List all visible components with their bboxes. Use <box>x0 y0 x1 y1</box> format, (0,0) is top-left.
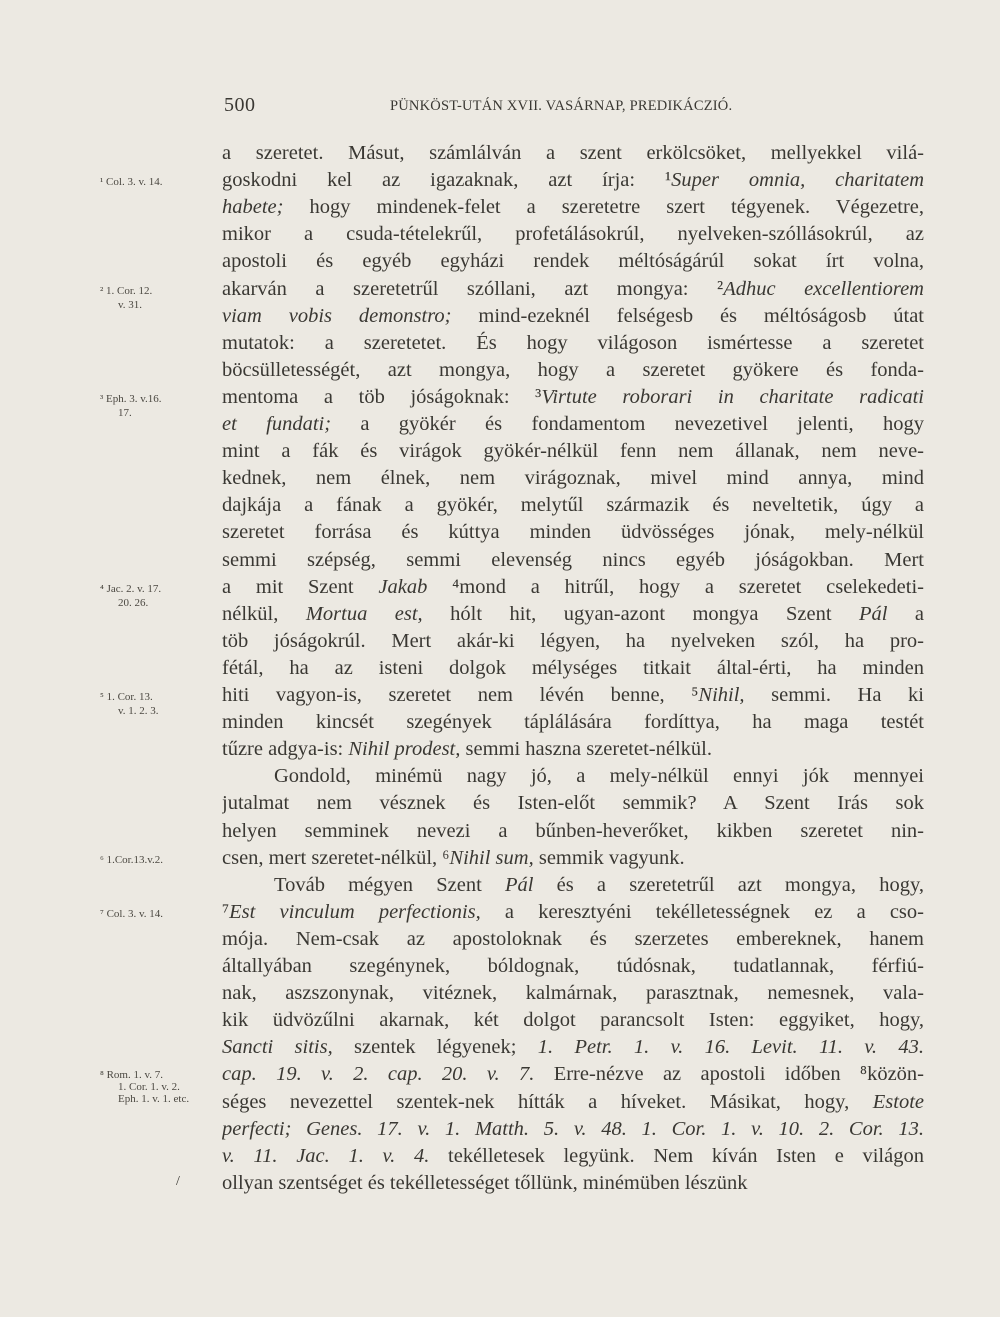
margin-note-line: ⁶ 1.Cor.13.v.2. <box>100 853 164 866</box>
margin-note <box>100 907 220 921</box>
text-run: és a szeretetrűl azt mongya, hogy, <box>533 873 924 896</box>
italic-run: Estote <box>872 1090 924 1113</box>
text-line <box>222 194 924 221</box>
italic-run: cap. 19. v. 2. cap. 20. v. 7. <box>222 1063 535 1086</box>
text-run: a <box>887 602 924 625</box>
text-run: töb jóságokrúl. Mert akár-ki légyen, ha nyelveken szól, ha pro- <box>222 629 924 652</box>
text-line <box>222 655 924 682</box>
text-run: ⁴mond a hitrűl, hogy a szeretet cselekedeti- <box>427 575 924 598</box>
text-line <box>222 899 924 926</box>
italic-run: Jakab <box>378 575 428 598</box>
italic-run: Pál <box>858 602 888 625</box>
text-run: tekélletesek legyünk. Nem kíván Isten e világon <box>429 1144 924 1167</box>
margin-note <box>100 392 220 420</box>
text-run: szentek légyenek; <box>332 1036 538 1059</box>
margin-note-line: ⁴ Jac. 2. v. 17. <box>100 582 162 595</box>
text-run: dajkája a fának a gyökér, melytűl származik és neveltetik, úgy a <box>222 494 924 517</box>
text-line <box>222 601 924 628</box>
text-run: hólt hit, ugyan-azont mongya Szent <box>422 602 859 625</box>
text-run: mentoma a töb jóságoknak: ³ <box>222 385 542 408</box>
text-line <box>222 709 924 736</box>
text-line <box>222 1089 924 1116</box>
text-run: minden kincsét szegények táplálására fordíttya, ha maga testét <box>222 711 924 734</box>
text-run: apostoli és egyéb egyházi rendek méltóságárúl sokat írt volna, <box>222 250 924 273</box>
text-line <box>222 330 924 357</box>
text-line <box>222 357 924 384</box>
text-line <box>222 1034 924 1061</box>
text-line <box>222 1116 924 1143</box>
text-line <box>222 384 924 411</box>
margin-note-line: 1. Cor. 1. v. 2. <box>118 1081 180 1094</box>
margin-note-line: ⁵ 1. Cor. 13. <box>100 691 153 703</box>
text-run: általlyában szegénynek, bóldognak, túdósnak, tudatlannak, férfiú- <box>222 955 924 977</box>
margin-note <box>100 690 220 718</box>
margin-note-line: v. 31. <box>118 298 143 311</box>
text-run: helyen semminek nevezi a bűnben-heverőket, kikben szeretet nin- <box>222 819 924 842</box>
italic-run: Mortua est, <box>305 602 423 625</box>
text-line <box>222 411 924 438</box>
text-line <box>222 1007 924 1034</box>
text-run: ⁷ <box>222 900 230 923</box>
italic-run: perfecti; Genes. 17. v. 1. Matth. 5. v. 48. 1. Cor. 1. v. 10. 2. Cor. 13. <box>222 1117 924 1140</box>
text-run: a szeretet. Másut, számlálván a szent erkölcsöket, mellyekkel vilá- <box>222 142 924 164</box>
text-line <box>222 628 924 655</box>
text-line <box>222 303 924 330</box>
text-run: tűzre adgya-is: <box>222 738 349 761</box>
margin-note <box>100 1069 220 1105</box>
text-run: hogy mindenek-felet a szeretetre szert tégyenek. Végezetre, <box>283 196 924 219</box>
italic-run: Pál <box>504 873 534 896</box>
margin-note-line: ⁷ Col. 3. v. 14. <box>100 907 164 920</box>
text-run: kik üdvözűlni akarnak, két dolgot parancsolt Isten: eggyiket, hogy, <box>222 1009 924 1032</box>
text-run: hiti vagyon-is, szeretet nem lévén benne, ⁵ <box>222 684 699 706</box>
text-run: a gyökér és fondamentom nevezetivel jelenti, hogy <box>331 413 924 435</box>
text-run: csen, mert szeretet-nélkül, ⁶ <box>222 846 450 869</box>
text-line <box>222 818 924 845</box>
text-line <box>222 438 924 465</box>
text-run: fétál, ha az isteni dolgok mélységes titkait által-érti, ha minden <box>222 656 924 679</box>
text-line <box>222 276 924 303</box>
text-run: mind-ezeknél felségesb és méltóságosb útat <box>451 304 924 327</box>
text-line <box>222 221 924 248</box>
margin-note <box>100 284 220 312</box>
text-line <box>222 872 924 899</box>
text-line <box>222 845 924 872</box>
text-line <box>222 1170 924 1197</box>
text-line <box>222 980 924 1007</box>
text-run: nak, aszszonynak, vitéznek, kalmárnak, parasztnak, nemesnek, vala- <box>222 982 924 1005</box>
margin-note <box>100 175 220 189</box>
text-line <box>222 519 924 546</box>
text-line <box>222 140 924 167</box>
italic-run: Super omnia, charitatem <box>671 169 924 192</box>
italic-run: Virtute roborari in charitate radicati <box>541 385 924 408</box>
stray-mark: / <box>176 1174 180 1189</box>
text-run: mint a fák és virágok gyökér-nélkül fenn nem állanak, nem neve- <box>222 440 924 463</box>
margin-note-line: 17. <box>118 406 132 419</box>
running-head: PÜNKÖST-UTÁN XVII. VASÁRNAP, PREDIKÁCZIÓ. <box>390 98 733 114</box>
text-run: szeretet forrása és kúttya minden üdvösséges jónak, mely-nélkül <box>222 521 924 544</box>
italic-run: Nihil sum, <box>449 846 534 869</box>
text-run: semmi. Ha ki <box>744 684 924 706</box>
italic-run: v. 11. Jac. 1. v. 4. <box>222 1144 430 1167</box>
text-run: goskodni kel az igazaknak, azt írja: ¹ <box>222 169 672 192</box>
text-line <box>222 790 924 817</box>
text-line <box>222 465 924 492</box>
text-run: semmik vagyunk. <box>533 846 685 869</box>
margin-note <box>100 853 220 867</box>
text-line <box>222 574 924 601</box>
margin-note-line: ¹ Col. 3. v. 14. <box>100 176 163 189</box>
text-run: mikor a csuda-tételekrűl, profetálásokrúl, nyelveken-szóllásokrúl, az <box>222 223 924 246</box>
margin-note-line: ³ Eph. 3. v.16. <box>100 392 162 405</box>
italic-run: 1. Petr. 1. v. 16. Levit. 11. v. 43. <box>537 1036 924 1059</box>
margin-note <box>100 582 220 610</box>
text-run: semmi haszna szeretet-nélkül. <box>460 738 712 761</box>
text-line <box>222 1061 924 1088</box>
text-line <box>222 682 924 709</box>
italic-run: Sancti sitis, <box>222 1036 333 1059</box>
text-line <box>222 492 924 519</box>
text-line <box>222 547 924 574</box>
margin-note-line: ⁸ Rom. 1. v. 7. <box>100 1069 164 1082</box>
text-run: kednek, nem élnek, nem virágoznak, mivel mind annya, mind <box>222 467 924 490</box>
text-line <box>222 926 924 953</box>
text-run: akarván a szeretetrűl szóllani, azt mongya: ² <box>222 277 724 300</box>
text-run: Erre-nézve az apostoli időben ⁸közön- <box>534 1063 924 1086</box>
text-run: a keresztyéni tekélletességnek ez a cso- <box>480 900 924 923</box>
italic-run: Adhuc excellentiorem <box>723 277 924 300</box>
text-run: nélkül, <box>222 602 306 625</box>
text-line <box>222 953 924 980</box>
text-line <box>222 1143 924 1170</box>
text-line <box>222 167 924 194</box>
text-run: a mit Szent <box>222 575 379 598</box>
text-run: mója. Nem-csak az apostoloknak és szerzetes embereknek, hanem <box>222 927 924 950</box>
margin-note-line: ² 1. Cor. 12. <box>100 284 153 297</box>
text-run: mutatok: a szeretetet. És hogy világoson ismértesse a szeretet <box>222 331 924 354</box>
text-line <box>222 736 924 763</box>
text-run: ollyan szentséget és tekélletességet tőllünk, minémüben lészünk <box>222 1171 748 1194</box>
text-run: jutalmat nem vésznek és Isten-előt semmik? A Szent Irás sok <box>222 792 924 815</box>
page-number: 500 <box>224 94 256 116</box>
italic-run: habete; <box>222 196 284 219</box>
margin-note-line: 20. 26. <box>118 596 149 609</box>
italic-run: Est vinculum perfectionis, <box>229 900 481 923</box>
text-run: Továb mégyen Szent <box>274 873 505 896</box>
text-run: Gondold, minémü nagy jó, a mely-nélkül ennyi jók mennyei <box>274 765 924 788</box>
italic-run: Nihil prodest, <box>348 738 461 761</box>
text-line <box>222 248 924 275</box>
italic-run: Nihil, <box>698 684 745 706</box>
text-run: séges nevezettel szentek-nek hítták a híveket. Másikat, hogy, <box>222 1090 873 1113</box>
italic-run: viam vobis demonstro; <box>222 304 452 327</box>
text-run: semmi szépség, semmi elevenség nincs egyéb jóságokban. Mert <box>222 548 924 571</box>
margin-note-line: Eph. 1. v. 1. etc. <box>118 1093 190 1106</box>
text-line <box>222 763 924 790</box>
italic-run: et fundati; <box>222 413 332 435</box>
text-run: böcsülletességét, azt mongya, hogy a szeretet gyökere és fonda- <box>222 358 924 381</box>
margin-note-line: v. 1. 2. 3. <box>118 705 159 717</box>
